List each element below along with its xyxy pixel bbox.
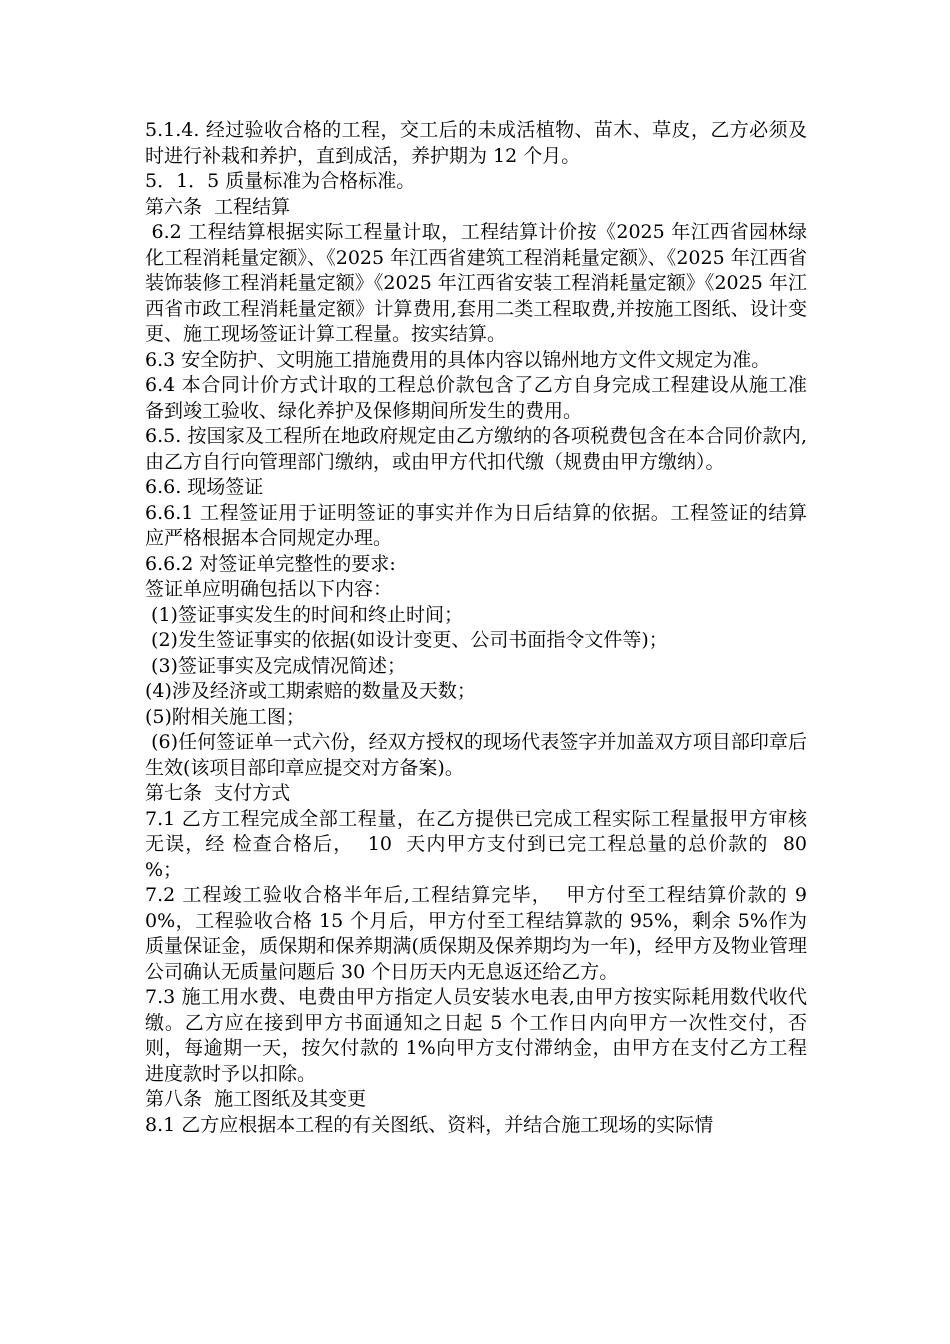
list-item-3: (3)签证事实及完成情况简述； (145, 654, 406, 677)
clause-5-1-4: 5.1.4. 经过验收合格的工程，交工后的未成活植物、苗木、草皮，乙方必须及时进行补栽和养护，直到成活，养护期为 12 个月。 (145, 119, 807, 167)
document-body (145, 118, 814, 1138)
clause-7-1: 7.1 乙方工程完成全部工程量，在乙方提供已完成工程实际工程量报甲方审核无误，经 检查合格后， 10 天内甲方支付到已完工程总量的总价款的 80 %； (145, 807, 814, 881)
clause-7-3: 7.3 施工用水费、电费由甲方指定人员安装水电表,由甲方按实际耗用数代收代缴。乙方应在接到甲方书面通知之日起 5 个工作日内向甲方一次性交付，否则，每逾期一天，按欠付款的 1%向甲方支付滞纳金，由甲方在支付乙方工程进度款时予以扣除。 (145, 986, 807, 1085)
clause-6-5: 6.5. 按国家及工程所在地政府规定由乙方缴纳的各项税费包含在本合同价款内,由乙方自行向管理部门缴纳，或由甲方代扣代缴（规费由甲方缴纳）。 (145, 425, 807, 473)
clause-6-6-1: 6.6.1 工程签证用于证明签证的事实并作为日后结算的依据。工程签证的结算应严格根据本合同规定办理。 (145, 501, 807, 549)
visa-content-intro: 签证单应明确包括以下内容： (145, 578, 393, 600)
list-item-4: (4)涉及经济或工期索赔的数量及天数； (145, 680, 476, 702)
list-item-2: (2)发生签证事实的依据(如设计变更、公司书面指令文件等)； (145, 629, 668, 651)
article-7-heading: 第七条 支付方式 (145, 782, 291, 804)
article-6-heading: 第六条 工程结算 (145, 195, 291, 218)
clause-5-1-5: 5．1．5 质量标准为合格标准。 (145, 170, 416, 192)
clause-8-1: 8.1 乙方应根据本工程的有关图纸、资料，并结合施工现场的实际情 (145, 1113, 714, 1136)
clause-6-6-2: 6.6.2 对签证单完整性的要求: (145, 552, 396, 575)
clause-6-4: 6.4 本合同计价方式计取的工程总价款包含了乙方自身完成工程建设从施工准备到竣工验收、绿化养护及保修期间所发生的费用。 (145, 374, 807, 422)
list-item-5: (5)附相关施工图； (145, 705, 305, 728)
list-item-1: (1)签证事实发生的时间和终止时间； (145, 603, 463, 626)
article-8-heading: 第八条 施工图纸及其变更 (145, 1088, 367, 1110)
clause-6-6-heading: 6.6. 现场签证 (145, 476, 264, 498)
list-item-6: (6)任何签证单一式六份，经双方授权的现场代表签字并加盖双方项目部印章后生效(该项目部印章应提交对方备案)。 (145, 731, 807, 779)
clause-6-2: 6.2 工程结算根据实际工程量计取，工程结算计价按《2025 年江西省园林绿化工程消耗量定额》、《2025 年江西省建筑工程消耗量定额》、《2025 年江西省装饰装修工程消耗量定额》《2025 年江西省安装工程消耗量定额》《2025 年江西省市政工程消耗量定额》计算费用,套用二类工程取费,并按施工图纸、设计变更、施工现场签证计算工程量。按实结算。 (145, 221, 808, 345)
clause-6-3: 6.3 安全防护、文明施工措施费用的具体内容以锦州地方文件文规定为准。 (145, 348, 771, 371)
clause-7-2: 7.2 工程竣工验收合格半年后,工程结算完毕， 甲方付至工程结算价款的 90%，工程验收合格 15 个月后，甲方付至工程结算款的 95%，剩余 5%作为质量保证金，质保期和保养期满(质保期及保养期均为一年)，经甲方及物业管理公司确认无质量问题后 30 个日历天内无息返还给乙方。 (145, 884, 807, 983)
